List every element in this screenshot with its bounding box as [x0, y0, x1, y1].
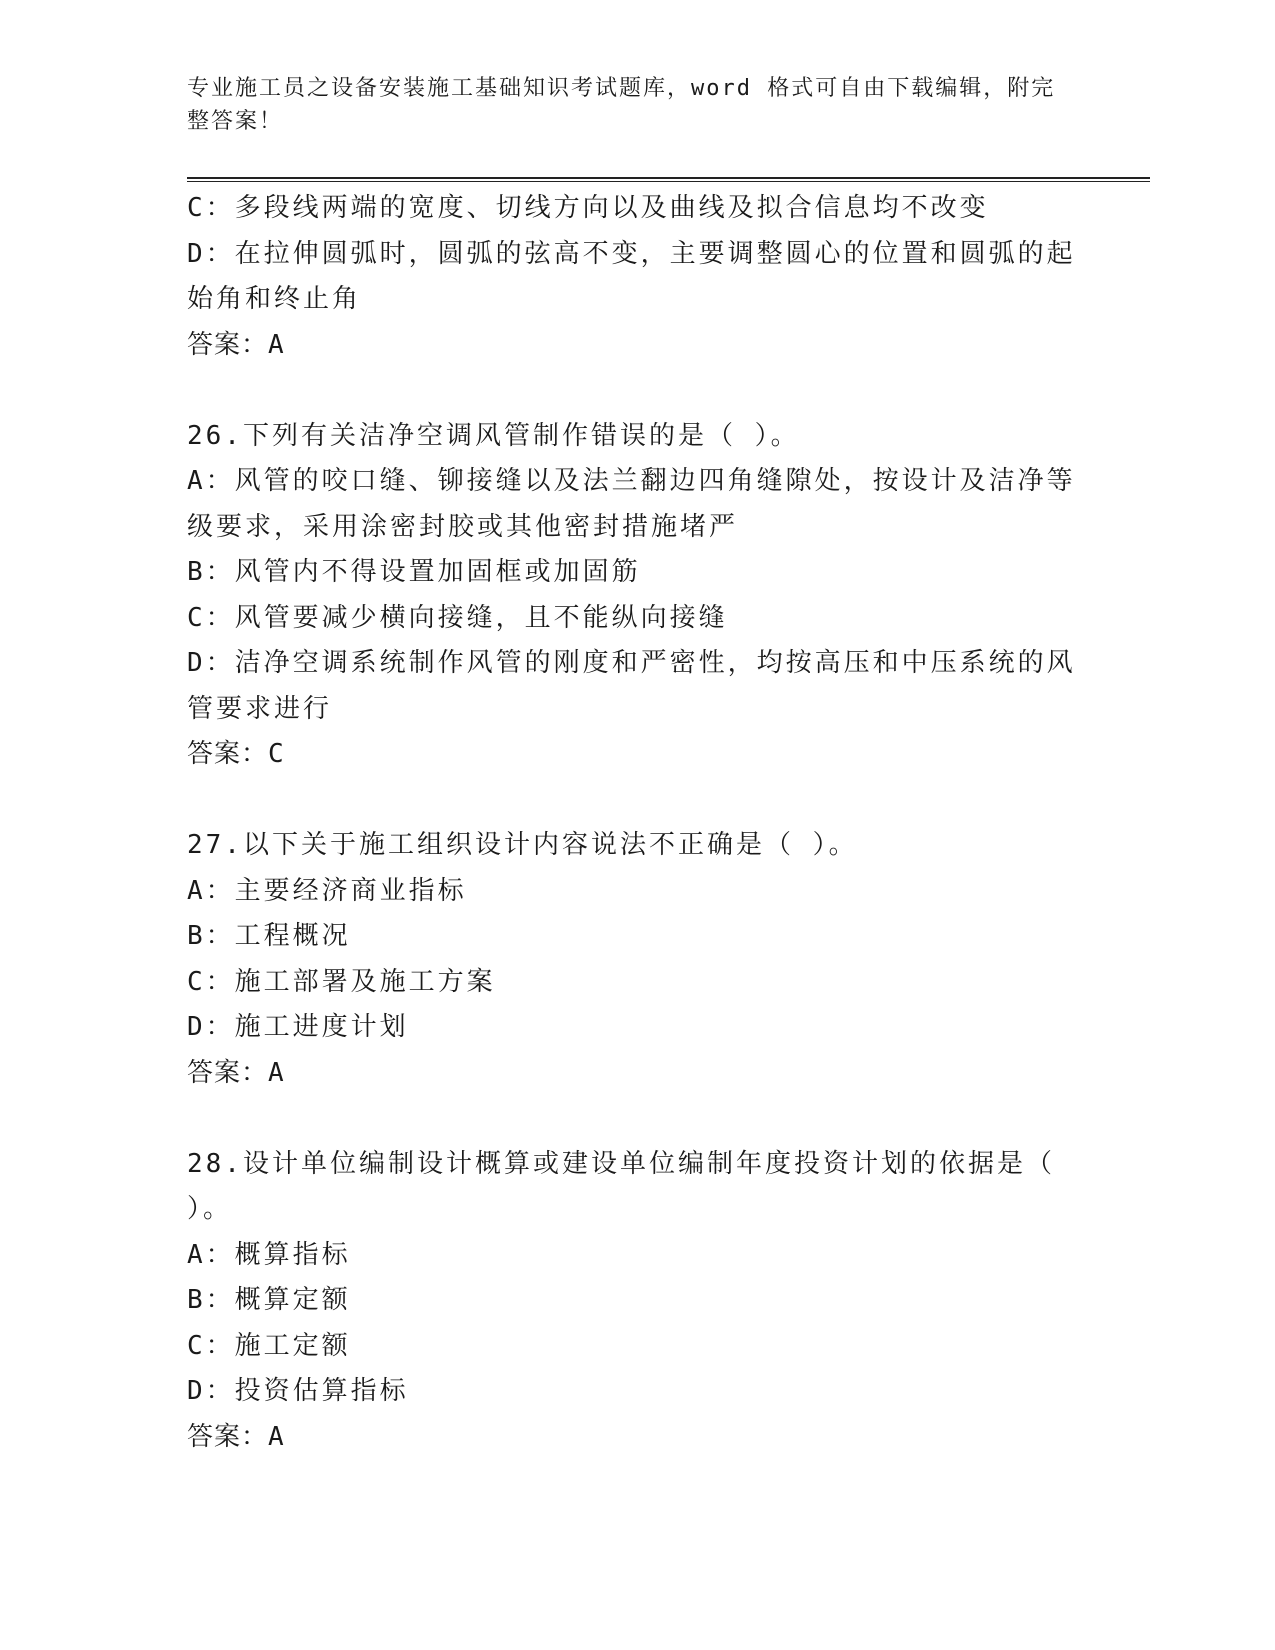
option-d-continued: 始角和终止角	[187, 284, 362, 314]
option-a-continued: 级要求，采用涂密封胶或其他密封措施堵严	[187, 511, 739, 542]
question-stem-continued: ）。	[187, 1194, 233, 1224]
option-c: C：风管要减少横向接缝，且不能纵向接缝	[187, 602, 728, 633]
option-a: A：主要经济商业指标	[187, 875, 467, 906]
question-stem: 28.设计单位编制设计概算或建设单位编制年度投资计划的依据是（	[187, 1148, 1055, 1179]
option-d: D：洁净空调系统制作风管的刚度和严密性，均按高压和中压系统的风	[187, 648, 1076, 678]
spacer	[187, 368, 1087, 414]
option-d: D：施工进度计划	[187, 1012, 409, 1042]
answer-line: 答案：A	[187, 1057, 285, 1088]
question-list	[187, 186, 1087, 1460]
option-d: D：投资估算指标	[187, 1376, 409, 1406]
option-b: B：风管内不得设置加固框或加固筋	[187, 557, 641, 587]
option-c: C：施工部署及施工方案	[187, 966, 496, 997]
question-stem: 26.下列有关洁净空调风管制作错误的是（ ）。	[187, 420, 800, 451]
answer-line: 答案：A	[187, 329, 285, 360]
spacer	[187, 1096, 1087, 1142]
question-stem: 27.以下关于施工组织设计内容说法不正确是（ ）。	[187, 830, 858, 860]
question-26	[187, 414, 1087, 778]
header-divider	[187, 177, 1150, 182]
option-a: A：风管的咬口缝、铆接缝以及法兰翻边四角缝隙处，按设计及洁净等	[187, 466, 1076, 496]
option-b: B：概算定额	[187, 1285, 351, 1315]
option-d-continued: 管要求进行	[187, 693, 333, 724]
spacer	[187, 778, 1087, 824]
option-c: C：施工定额	[187, 1330, 351, 1361]
question-27	[187, 823, 1087, 1096]
option-b: B：工程概况	[187, 921, 351, 951]
question-fragment	[187, 186, 1087, 368]
option-d: D：在拉伸圆弧时，圆弧的弦高不变，主要调整圆心的位置和圆弧的起	[187, 238, 1076, 269]
question-28	[187, 1142, 1087, 1461]
option-c: C：多段线两端的宽度、切线方向以及曲线及拟合信息均不改变	[187, 193, 989, 223]
answer-line: 答案：A	[187, 1421, 285, 1452]
option-a: A：概算指标	[187, 1239, 351, 1270]
header-line: 整答案！	[187, 109, 284, 134]
answer-line: 答案：C	[187, 739, 285, 769]
document-header	[187, 72, 1067, 138]
header-line: 专业施工员之设备安装施工基础知识考试题库，word 格式可自由下载编辑，附完	[187, 76, 1056, 101]
